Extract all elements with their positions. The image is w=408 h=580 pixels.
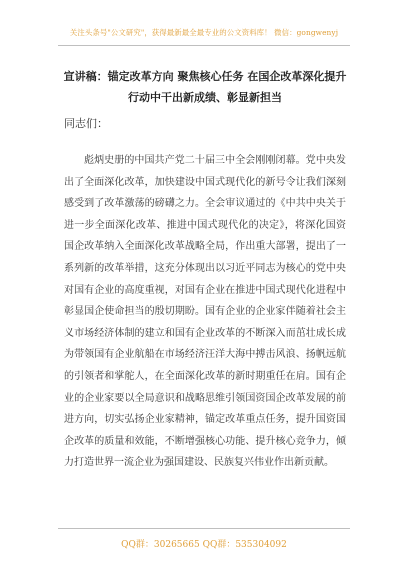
header-banner: 关注头条号"公文研究"，获得最新最全最专业的公文资料库！ 微信：gongwenyj bbox=[69, 28, 339, 37]
footer-contact: QQ群：30265665 QQ群：535304092 bbox=[121, 540, 287, 550]
header-divider bbox=[58, 45, 350, 46]
document-title: 宣讲稿：锚定改革方向 聚焦核心任务 在国企改革深化提升行动中干出新成绩、彰显新担当 bbox=[63, 70, 347, 104]
footer-divider bbox=[58, 528, 350, 529]
body-paragraph: 彪炳史册的中国共产党二十届三中全会刚刚闭幕。党中央发出了全面深化改革，加快建设中国式现代化的新号令让我们深刻感受到了改革激荡的磅礴之力。全会审议通过的《中共中央关于进一步全面深化改革、推进中国式现代化的决定》，将深化国资国企改革纳入全面深化改革战略全局，作出重大部署，提出了一系列新的改革举措，这充分体现出以习近平同志为核心的党中央对国有企业的高度重视，对国有企业在推进中国式现代化进程中彰显国企使命担当的殷切期盼。国有企业的企业家伴随着社会主义市场经济体制的建立和国有企业改革的不断深入而茁壮成长成为带领国有企业航船在市场经济汪洋大海中搏击风浪、扬帆远航的引领者和掌舵人，在全面深化改革的新时期重任在肩。国有企业的企业家要以全局意识和战略思维引领国资国企改革发展的前进方向，切实弘扬企业家精神，锚定改革重点任务，提升国资国企改革的质量和效能，不断增强核心功能、提升核心竞争力，倾力打造世界一流企业为强国建设、民族复兴伟业作出新贡献。 bbox=[64, 155, 346, 469]
salutation: 同志们： bbox=[64, 117, 108, 130]
